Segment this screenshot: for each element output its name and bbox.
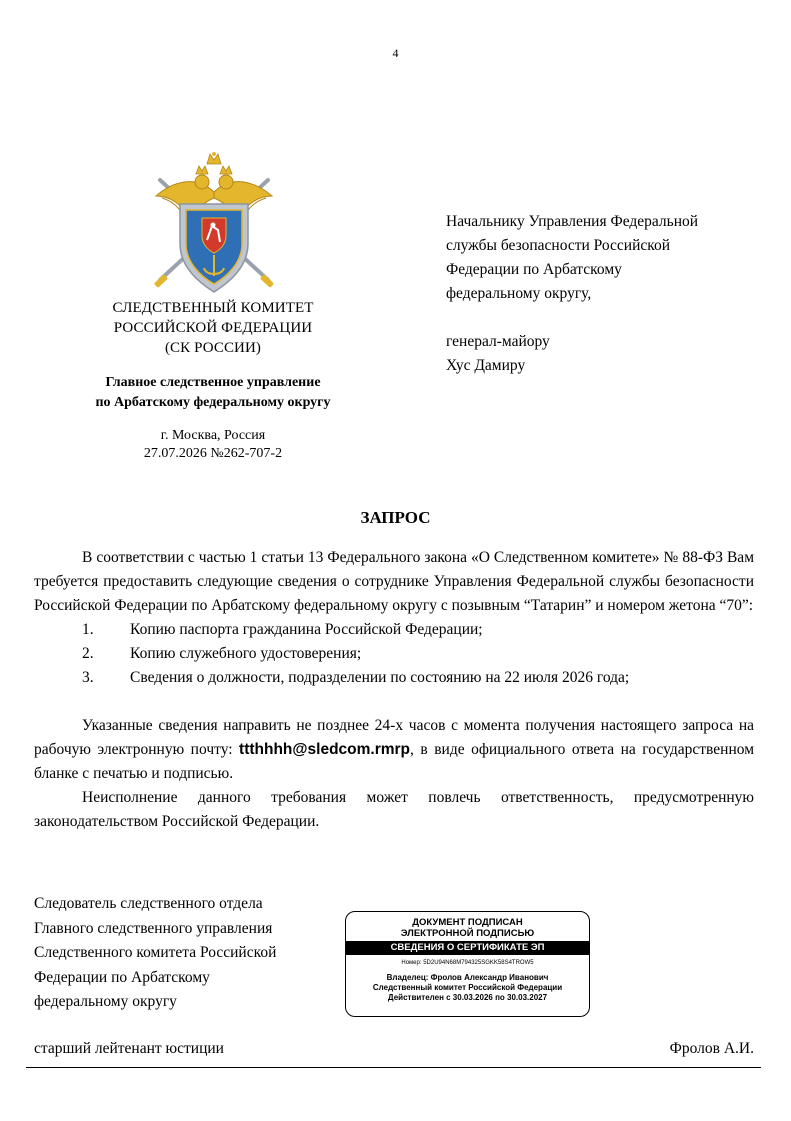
sender-organization xyxy=(72,298,354,358)
signer-line: Следователь следственного отдела xyxy=(34,895,263,912)
stamp-certificate-bar: СВЕДЕНИЯ О СЕРТИФИКАТЕ ЭП xyxy=(346,941,589,955)
signer-name: Фролов А.И. xyxy=(669,1040,754,1057)
list-item-number: 3. xyxy=(82,669,94,686)
signer-rank: старший лейтенант юстиции xyxy=(34,1040,224,1057)
warning-paragraph: Неисполнение данного требования может повлечь ответственность, предусмотренную законодательством Российской Федерации. xyxy=(34,789,754,830)
sender-dept-line: Главное следственное управление xyxy=(105,375,321,390)
addressee-line: Начальнику Управления Федеральной xyxy=(446,213,699,230)
list-item xyxy=(34,666,754,690)
signer-line: Федерации по Арбатскому xyxy=(34,968,210,986)
stamp-heading: ДОКУМЕНТ ПОДПИСАН xyxy=(412,917,523,928)
sender-place-date xyxy=(72,427,354,463)
requested-items-list xyxy=(34,618,754,690)
sender-org-line: (СК РОССИИ) xyxy=(164,340,262,356)
deadline-text: Указанные сведения направить не позднее 24-х часов с момента получения настоящего запроса на рабочую электронную почту: xyxy=(34,717,754,758)
list-item-number: 2. xyxy=(82,645,94,662)
addressee-line: федеральному округу, xyxy=(446,285,592,302)
signer-line: федеральному округу xyxy=(34,993,177,1010)
sender-block xyxy=(72,298,354,463)
list-item xyxy=(34,642,754,666)
stamp-heading: ЭЛЕКТРОННОЙ ПОДПИСЬЮ xyxy=(400,928,535,939)
addressee-line: Федерации по Арбатскому xyxy=(446,261,622,278)
list-item-text: Сведения о должности, подразделении по состоянию на 22 июля 2026 года; xyxy=(130,669,630,686)
list-item-text: Копию служебного удостоверения; xyxy=(130,645,362,662)
certificate-number: Номер: 5D2U94N68M794325SGKK58S4TROW5 xyxy=(401,960,534,966)
sender-department xyxy=(72,373,354,413)
investigative-committee-emblem-icon xyxy=(152,152,276,294)
document-date-number: 27.07.2026 №262-707-2 xyxy=(143,446,283,461)
signer-block xyxy=(34,892,324,1015)
intro-paragraph: В соответствии с частью 1 статьи 13 Федерального закона «О Следственном комитете» № 88-ФЗ Вам требуется предоставить следующие сведения о сотруднике Управления Федеральной службы безопасности Российской Федерации по Арбатскому федеральному округу с позывным “Татарин” и номером жетона “70”: xyxy=(34,549,754,614)
list-item-number: 1. xyxy=(82,621,94,638)
deadline-paragraph xyxy=(34,714,754,786)
electronic-signature-stamp xyxy=(345,911,590,1017)
sender-dept-line: по Арбатскому федеральному округу xyxy=(95,395,331,410)
certificate-owner: Владелец: Фролов Александр Иванович xyxy=(386,973,549,982)
page-number: 4 xyxy=(392,46,399,60)
addressee-name: Хус Дамиру xyxy=(446,357,526,374)
certificate-organization: Следственный комитет Российской Федерации xyxy=(372,983,563,992)
addressee-line: службы безопасности Российской xyxy=(446,237,671,254)
sender-city: г. Москва, Россия xyxy=(160,428,266,443)
document-body xyxy=(34,546,754,834)
email-link[interactable]: ttthhhh@sledcom.rmrp xyxy=(239,741,411,758)
bottom-divider xyxy=(26,1067,761,1068)
sender-org-line: РОССИЙСКОЙ ФЕДЕРАЦИИ xyxy=(113,320,313,336)
signer-line: Следственного комитета Российской xyxy=(34,944,277,961)
list-item-text: Копию паспорта гражданина Российской Федерации; xyxy=(130,621,483,638)
sender-org-line: СЛЕДСТВЕННЫЙ КОМИТЕТ xyxy=(112,300,314,316)
addressee-block xyxy=(446,210,776,378)
deadline-text-end: , в виде официального ответа на государственном бланке с печатью и подписью. xyxy=(34,741,754,782)
list-item xyxy=(34,618,754,642)
addressee-rank: генерал-майору xyxy=(446,333,550,350)
document-title: ЗАПРОС xyxy=(360,508,431,527)
signer-line: Главного следственного управления xyxy=(34,919,273,937)
certificate-validity: Действителен с 30.03.2026 по 30.03.2027 xyxy=(387,993,548,1002)
